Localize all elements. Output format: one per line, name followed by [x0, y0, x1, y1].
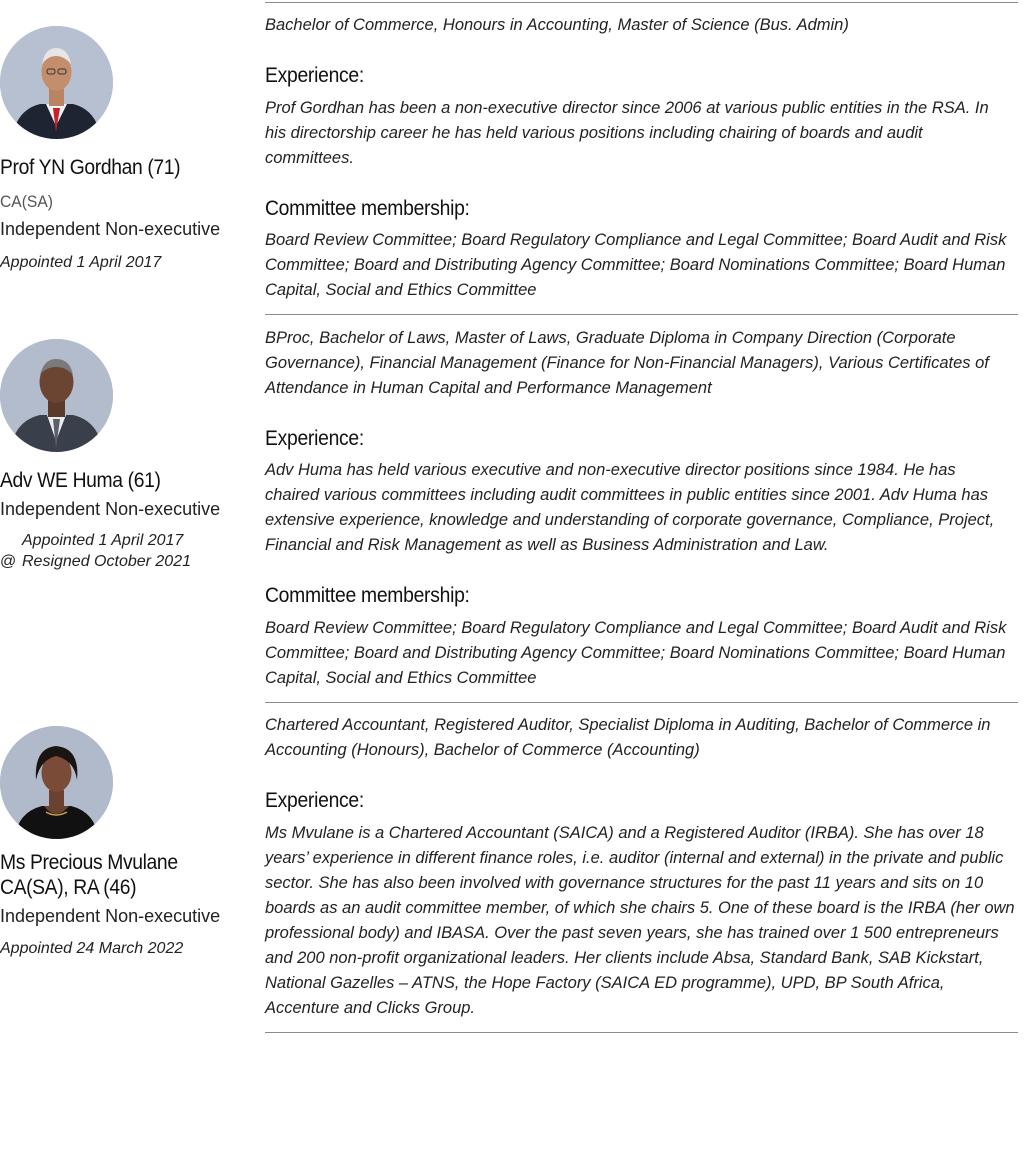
committee-text: Board Review Committee; Board Regulatory Compliance and Legal Committee; Board Audit and Risk Committee; Board and Distributing Agency Committee; Board Nominations Committee; Board Human Capital, Social and Ethics Committee	[265, 619, 1007, 687]
qualifications: Bachelor of Commerce, Honours in Accounting, Master of Science (Bus. Admin)	[265, 16, 849, 34]
director-role: Independent Non-executive	[0, 499, 221, 519]
experience-text: Prof Gordhan has been a non-executive director since 2006 at various public entities in the RSA. In his directorship career he has held various positions including chairing of boards and audit committees.	[265, 99, 989, 167]
director-credential: CA(SA)	[0, 192, 54, 211]
experience-heading: Experience:	[265, 789, 365, 812]
appointed-date: Appointed 1 April 2017	[0, 254, 162, 271]
experience-heading: Experience:	[265, 427, 365, 450]
director-name: Ms Precious Mvulane	[0, 851, 178, 874]
qualifications: BProc, Bachelor of Laws, Master of Laws, Graduate Diploma in Company Direction (Corporate Governance), Financial Management (Finance for Non-Financial Managers), Various Certificates of Attendance in Human Capital and Performance Management	[265, 329, 989, 397]
director-photo-mvulane	[0, 726, 113, 839]
top-divider	[265, 2, 1018, 3]
resigned-date: Resigned October 2021	[22, 553, 191, 570]
divider-2	[265, 702, 1018, 703]
qualifications: Chartered Accountant, Registered Auditor, Specialist Diploma in Auditing, Bachelor of Commerce in Accounting (Honours), Bachelor of Commerce (Accounting)	[265, 716, 991, 759]
divider-1	[265, 314, 1018, 315]
bottom-divider	[265, 1032, 1018, 1033]
director-role: Independent Non-executive	[0, 219, 221, 239]
experience-text: Adv Huma has held various executive and non-executive director positions since 1984. He has chaired various committees including audit committees in public entities since 2001. Adv Huma has extensive experience, knowledge and understanding of corporate governance, Compliance, Project, Financial and Risk Management as well as Business Administration and Law.	[265, 461, 995, 554]
committee-text: Board Review Committee; Board Regulatory Compliance and Legal Committee; Board Audit and Risk Committee; Board and Distributing Agency Committee; Board Nominations Committee; Board Human Capital, Social and Ethics Committee	[265, 231, 1007, 299]
director-name-credentials: CA(SA), RA (46)	[0, 876, 137, 899]
director-name: Adv WE Huma (61)	[0, 469, 161, 492]
director-photo-huma	[0, 339, 113, 452]
experience-text: Ms Mvulane is a Chartered Accountant (SAICA) and a Registered Auditor (IRBA). She has over 18 years’ experience in different finance roles, i.e. auditor (internal and external) in the private and public sector. She has also been involved with governance structures for the past 11 years and sits on 10 boards as an audit committee member, of which she chairs 5. One of these board is the IRBA (her own professional body) and IBASA. Over the past seven years, she has trained over 1 500 entrepreneurs and 200 non-profit organizational leaders. Her clients include Absa, Standard Bank, SAB Kickstart, National Gazelles – ATNS, the Hope Factory (SAICA ED programme), UPD, BP South Africa, Accenture and Clicks Group.	[265, 824, 1015, 1017]
committee-heading: Committee membership:	[265, 197, 470, 220]
committee-heading: Committee membership:	[265, 584, 470, 607]
appointed-date: Appointed 24 March 2022	[0, 940, 184, 957]
director-role: Independent Non-executive	[0, 906, 221, 926]
director-name: Prof YN Gordhan (71)	[0, 156, 181, 179]
director-photo-gordhan	[0, 26, 113, 139]
appointed-date: Appointed 1 April 2017	[22, 532, 184, 549]
experience-heading: Experience:	[265, 64, 365, 87]
resigned-marker: @	[0, 553, 17, 570]
